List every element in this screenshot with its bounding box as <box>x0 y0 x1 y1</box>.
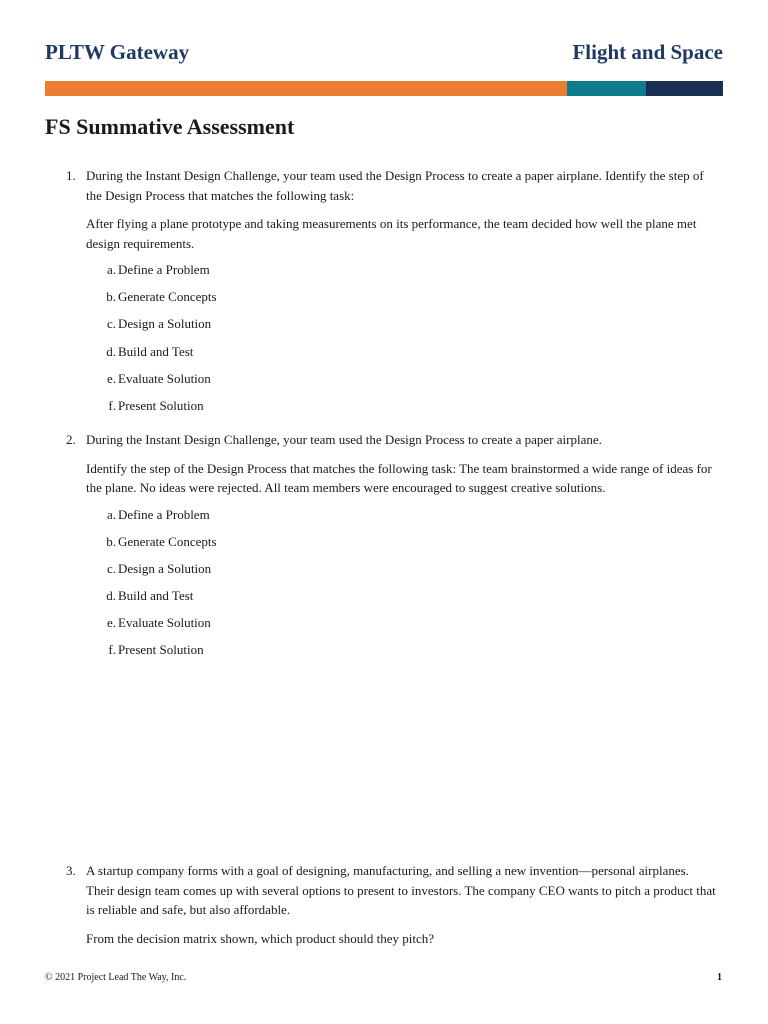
answer-option[interactable] <box>86 369 716 396</box>
answer-option[interactable] <box>86 342 716 369</box>
option-letter: e. <box>106 615 116 631</box>
stripe-navy-segment <box>646 81 723 96</box>
option-letter: b. <box>106 533 116 549</box>
question-number: 2. <box>66 432 76 447</box>
answer-option[interactable] <box>86 287 716 314</box>
question-3 <box>66 861 716 948</box>
answer-option[interactable] <box>86 586 716 613</box>
option-text: Define a Problem <box>118 506 210 522</box>
page-header <box>45 40 723 70</box>
question-number: 3. <box>66 863 76 878</box>
stripe-teal-segment <box>567 81 646 96</box>
question-2 <box>66 430 716 668</box>
stripe-orange-segment <box>45 81 567 96</box>
answer-options <box>86 505 716 668</box>
question-scenario: Identify the step of the Design Process that matches the following task: The team brainstormed a wide range of ideas for the plane. No ideas were rejected. All team members were encouraged to suggest creative solutions. <box>86 460 712 495</box>
answer-option[interactable] <box>86 613 716 640</box>
option-text: Evaluate Solution <box>118 615 211 631</box>
question-stem: A startup company forms with a goal of designing, manufacturing, and selling a new invention—personal airplanes. Their design team comes up with several options to present to investors. The company CEO wants to pitch a product that is reliable and safe, but also affordable. <box>86 863 716 917</box>
option-letter: a. <box>106 506 116 522</box>
option-letter: c. <box>106 316 116 332</box>
option-letter: b. <box>106 289 116 305</box>
question-stem: During the Instant Design Challenge, your team used the Design Process to create a paper airplane. Identify the step of the Design Process that matches the following task: <box>86 168 704 203</box>
option-text: Present Solution <box>118 397 204 413</box>
footer-page-number: 1 <box>717 972 722 983</box>
option-letter: f. <box>108 642 116 658</box>
question-stem: During the Instant Design Challenge, your team used the Design Process to create a paper airplane. <box>86 432 602 447</box>
header-unit-name: Flight and Space <box>572 40 723 64</box>
option-text: Build and Test <box>118 343 194 359</box>
option-text: Design a Solution <box>118 560 212 576</box>
footer-copyright: © 2021 Project Lead The Way, Inc. <box>45 972 187 983</box>
option-text: Evaluate Solution <box>118 370 211 386</box>
option-letter: d. <box>106 588 116 604</box>
option-text: Design a Solution <box>118 316 212 332</box>
option-text: Define a Problem <box>118 262 210 277</box>
option-letter: f. <box>108 397 116 413</box>
option-letter: c. <box>106 560 116 576</box>
answer-option[interactable] <box>86 559 716 586</box>
option-text: Generate Concepts <box>118 289 217 305</box>
answer-option[interactable] <box>86 314 716 341</box>
answer-options <box>86 260 716 423</box>
option-text: Generate Concepts <box>118 533 217 549</box>
option-letter: a. <box>106 262 116 277</box>
option-text: Present Solution <box>118 642 204 658</box>
answer-option[interactable] <box>86 505 716 532</box>
question-number: 1. <box>66 168 76 183</box>
header-course-name: PLTW Gateway <box>45 40 190 64</box>
question-prompt: From the decision matrix shown, which product should they pitch? <box>86 930 435 946</box>
answer-option[interactable] <box>86 260 716 287</box>
document-title: FS Summative Assessment <box>45 114 295 139</box>
answer-option[interactable] <box>86 640 716 667</box>
answer-option[interactable] <box>86 532 716 559</box>
option-text: Build and Test <box>118 588 194 604</box>
header-color-stripe <box>45 81 723 96</box>
option-letter: d. <box>106 343 116 359</box>
answer-option[interactable] <box>86 396 716 423</box>
question-scenario: After flying a plane prototype and taking measurements on its performance, the team decided how well the plane met design requirements. <box>86 216 697 251</box>
option-letter: e. <box>106 370 116 386</box>
question-1 <box>66 166 716 423</box>
